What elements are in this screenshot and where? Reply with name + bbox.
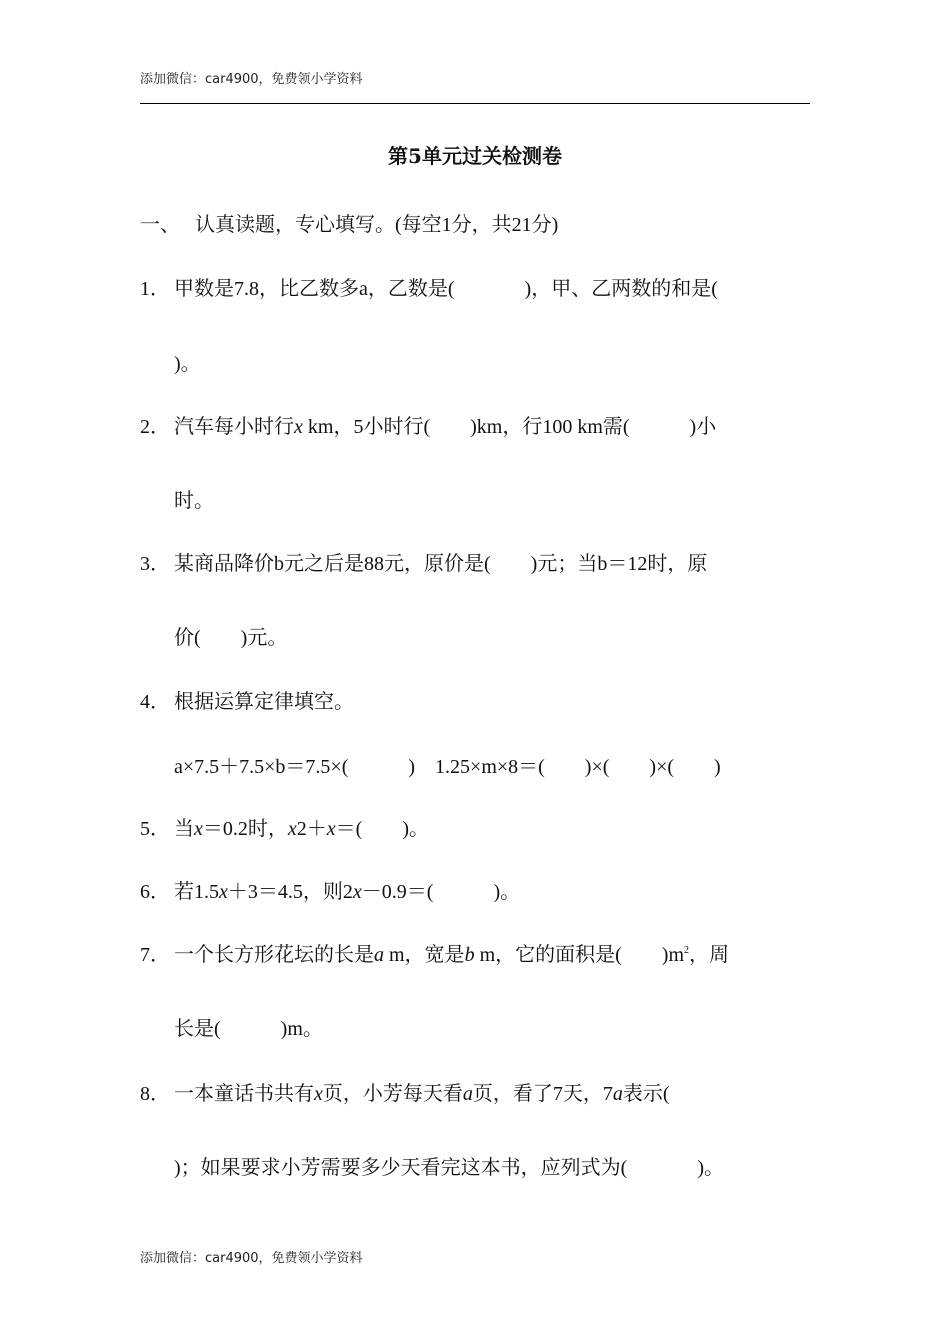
variable: a <box>612 1083 623 1105</box>
question-text: 页，看了7天，7 <box>472 1083 613 1105</box>
variable: x <box>219 881 228 903</box>
question-text: 汽车每小时行 <box>174 416 294 438</box>
superscript: 2 <box>684 945 689 956</box>
question-1-continuation: )。 <box>174 353 201 375</box>
footer-note: 添加微信：car4900，免费领小学资料 <box>140 1251 363 1266</box>
question-4 <box>140 690 820 714</box>
question-text: －0.9＝( )。 <box>361 881 521 903</box>
question-text: 页，小芳每天看 <box>322 1083 463 1105</box>
question-2-continuation: 时。 <box>174 490 214 512</box>
question-3 <box>140 552 820 576</box>
question-number: 3． <box>140 553 170 575</box>
question-1 <box>140 277 820 301</box>
question-text: ＝( )。 <box>335 818 429 840</box>
question-text: 表示( <box>622 1083 670 1105</box>
variable: a <box>374 944 384 966</box>
header-rule <box>140 103 810 104</box>
question-text: 当 <box>174 818 194 840</box>
question-text: ＝0.2时， <box>202 818 288 840</box>
question-2 <box>140 415 820 439</box>
question-number: 4． <box>140 691 170 713</box>
question-text: 2＋ <box>296 818 327 840</box>
question-number: 2． <box>140 416 170 438</box>
question-number: 5． <box>140 818 170 840</box>
section-label: 一、 <box>140 214 180 236</box>
question-text: 某商品降价b元之后是88元，原价是( )元；当b＝12时，原 <box>174 553 708 575</box>
question-text: m，宽是 <box>384 944 465 966</box>
question-text: 若1.5 <box>174 881 219 903</box>
question-4-equations: a×7.5＋7.5×b＝7.5×( ) 1.25×m×8＝( )×( )×( ) <box>174 756 721 778</box>
question-number: 1． <box>140 278 170 300</box>
variable: x <box>326 818 336 840</box>
question-number: 7． <box>140 944 170 966</box>
question-text: km，5小时行( )km，行100 km需( )小 <box>302 416 717 438</box>
variable: x <box>294 416 303 438</box>
question-number: 6． <box>140 881 170 903</box>
variable: x <box>314 1083 323 1105</box>
page-title: 第5单元过关检测卷 <box>388 144 562 168</box>
question-text: 一本童话书共有 <box>174 1083 314 1105</box>
variable: x <box>287 818 297 840</box>
question-text: ＋3＝4.5，则2 <box>227 881 353 903</box>
question-7-continuation: 长是( )m。 <box>174 1018 323 1040</box>
question-3-continuation: 价( )元。 <box>174 627 288 649</box>
variable: a <box>462 1083 473 1105</box>
variable: x <box>194 818 203 840</box>
question-text: 一个长方形花坛的长是 <box>174 944 374 966</box>
question-text: 甲数是7.8，比乙数多a，乙数是( )，甲、乙两数的和是( <box>174 278 718 300</box>
question-text: m，它的面积是( )m <box>474 944 684 966</box>
question-5 <box>140 817 820 841</box>
variable: x <box>352 881 362 903</box>
header-note: 添加微信：car4900，免费领小学资料 <box>140 72 363 87</box>
question-text: 根据运算定律填空。 <box>174 691 354 713</box>
question-8 <box>140 1082 820 1106</box>
question-6 <box>140 880 820 904</box>
question-number: 8． <box>140 1083 170 1105</box>
section-text: 认真读题，专心填写。(每空1分，共21分) <box>195 214 559 236</box>
question-text: ，周 <box>689 944 729 966</box>
variable: b <box>464 944 475 966</box>
section-heading <box>140 213 820 237</box>
question-8-continuation: )；如果要求小芳需要多少天看完这本书，应列式为( )。 <box>174 1157 724 1179</box>
question-7 <box>140 943 820 967</box>
